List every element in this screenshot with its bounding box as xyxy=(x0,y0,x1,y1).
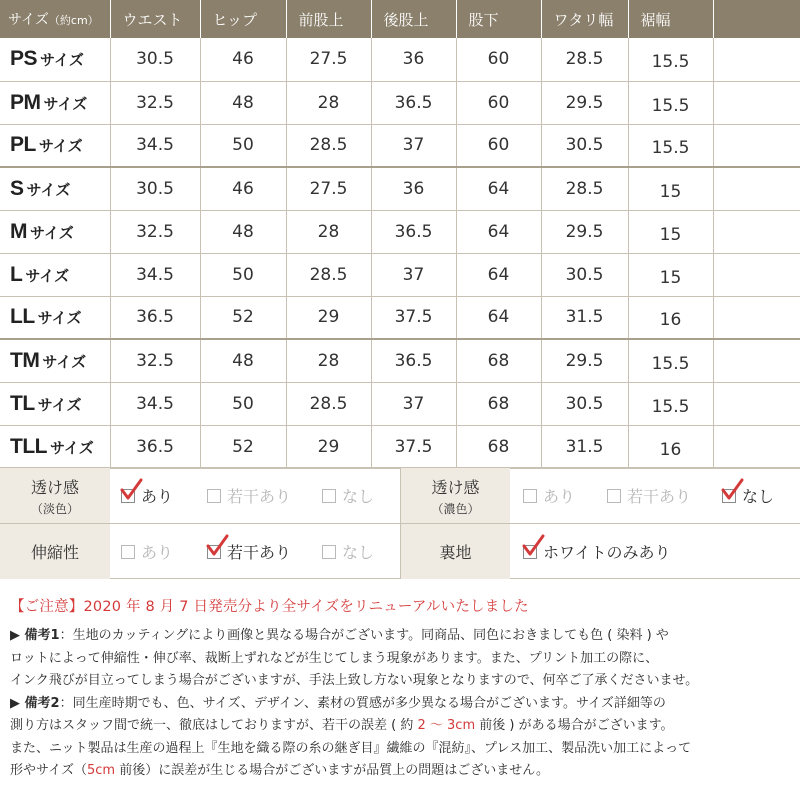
table-cell: 46 xyxy=(200,38,286,81)
remark2-label: ▶ 備考2 xyxy=(10,695,60,711)
table-cell: 15.5 xyxy=(628,339,713,382)
table-cell: 37 xyxy=(371,253,456,296)
remark1-line3: インク飛びが目立ってしまう場合がございますが、手法上致し方ない現象となりますので、何卒ご了承くださいませ。 xyxy=(10,673,699,688)
remark2-line2-a: 測り方はスタッフ間で統一、徹底はしておりますが、若干の誤差 ( 約 xyxy=(10,718,418,733)
table-cell: 37 xyxy=(371,124,456,167)
table-cell: 52 xyxy=(200,425,286,468)
table-cell: 15.5 xyxy=(628,38,713,81)
table-cell: 28.5 xyxy=(286,124,371,167)
header-hem-width: 裾幅 xyxy=(628,0,713,38)
table-cell: 36.5 xyxy=(371,210,456,253)
table-cell: 36 xyxy=(371,167,456,210)
size-code: PL xyxy=(10,133,36,157)
lining-option-white-only[interactable] xyxy=(523,524,671,579)
remark1-line1 xyxy=(10,625,795,648)
table-row xyxy=(0,81,800,124)
table-row xyxy=(0,382,800,425)
label-sheer-dark-text: 透け感 xyxy=(431,477,480,497)
table-cell: 32.5 xyxy=(110,339,200,382)
size-code: PM xyxy=(10,90,41,114)
table-cell: 60 xyxy=(456,81,541,124)
size-suffix: サイズ xyxy=(37,309,82,328)
sheer-dark-option-jakkan[interactable] xyxy=(607,468,691,523)
size-name-cell xyxy=(0,124,110,167)
size-name-cell xyxy=(0,81,110,124)
table-cell: 30.5 xyxy=(110,167,200,210)
option-label: なし xyxy=(342,543,375,562)
empty-cell xyxy=(713,382,800,425)
remark2-line3: また、ニット製品は生産の過程上『生地を織る際の糸の継ぎ目』繊維の『混紡』、プレス加工、製品洗い加工によって xyxy=(10,740,692,756)
empty-cell xyxy=(713,210,800,253)
table-cell: 32.5 xyxy=(110,81,200,124)
table-row xyxy=(0,296,800,339)
option-label: なし xyxy=(742,487,775,506)
size-name-cell xyxy=(0,382,110,425)
size-code: PS xyxy=(10,47,38,71)
table-cell: 34.5 xyxy=(110,124,200,167)
table-cell: 27.5 xyxy=(286,38,371,81)
table-row xyxy=(0,124,800,167)
remark1-text: ：生地のカッティングにより画像と異なる場合がございます。同商品、同色におきましても色 ( 染料 ) や xyxy=(59,628,669,643)
empty-cell xyxy=(713,296,800,339)
size-rows xyxy=(0,38,800,468)
header-thigh-width: ワタリ幅 xyxy=(541,0,628,38)
table-cell: 28 xyxy=(286,339,371,382)
size-suffix: サイズ xyxy=(38,137,83,156)
table-cell: 37.5 xyxy=(371,296,456,339)
size-code: TL xyxy=(10,391,35,415)
table-cell: 36.5 xyxy=(371,81,456,124)
table-cell: 64 xyxy=(456,296,541,339)
table-cell: 64 xyxy=(456,167,541,210)
size-suffix: サイズ xyxy=(26,180,71,199)
label-sheer-pale-sub: （淡色） xyxy=(30,501,79,516)
label-stretch xyxy=(0,524,110,579)
table-cell: 28.5 xyxy=(286,253,371,296)
table-cell: 15 xyxy=(628,253,713,296)
checkbox[interactable] xyxy=(207,489,221,503)
fabric-attributes-panel xyxy=(0,467,800,579)
notice-renewal: 【ご注意】2020 年 8 月 7 日発売分より全サイズをリニューアルいたしました xyxy=(10,599,529,615)
table-cell: 31.5 xyxy=(541,296,628,339)
option-label: あり xyxy=(141,487,174,506)
table-cell: 29.5 xyxy=(541,81,628,124)
size-code: TLL xyxy=(10,434,47,458)
table-cell: 30.5 xyxy=(110,38,200,81)
sheer-dark-option-nashi[interactable] xyxy=(722,468,774,523)
table-cell: 37 xyxy=(371,382,456,425)
size-code: S xyxy=(10,176,24,200)
size-name-cell xyxy=(0,425,110,468)
attr-row-stretch-lining xyxy=(0,524,800,579)
table-cell: 30.5 xyxy=(541,382,628,425)
table-cell: 68 xyxy=(456,382,541,425)
size-code: LL xyxy=(10,305,35,329)
sheer-dark-option-ari[interactable] xyxy=(523,468,575,523)
header-empty xyxy=(713,0,800,38)
table-cell: 36.5 xyxy=(110,425,200,468)
option-label: あり xyxy=(543,487,576,506)
label-sheer-pale-text: 透け感 xyxy=(30,477,79,497)
header-front-rise: 前股上 xyxy=(286,0,371,38)
empty-cell xyxy=(713,425,800,468)
label-sheer-dark-sub: （濃色） xyxy=(431,501,480,516)
sheer-pale-option-jakkan[interactable] xyxy=(207,468,291,523)
option-label: ホワイトのみあり xyxy=(543,543,671,562)
remark2-line4-red: 5cm xyxy=(86,763,116,778)
table-cell: 68 xyxy=(456,339,541,382)
table-row xyxy=(0,339,800,382)
checkbox[interactable] xyxy=(121,545,135,559)
table-cell: 60 xyxy=(456,38,541,81)
remark1-line2: ロットによって伸縮性・伸び率、裁断上ずれなどが生じてしまう現象があります。また、プリント加工の際に、 xyxy=(10,650,659,666)
empty-cell xyxy=(713,81,800,124)
check-mark-icon xyxy=(522,535,544,557)
remark2-line4-b: 前後）に誤差が生じる場合がございますが品質上の問題はございません。 xyxy=(115,763,549,778)
table-cell: 31.5 xyxy=(541,425,628,468)
table-cell: 15 xyxy=(628,210,713,253)
table-cell: 34.5 xyxy=(110,253,200,296)
header-size: サイズ（約cm） xyxy=(0,0,110,38)
table-cell: 29.5 xyxy=(541,210,628,253)
option-label: 若干あり xyxy=(227,543,292,562)
empty-cell xyxy=(713,38,800,81)
table-cell: 48 xyxy=(200,210,286,253)
sheer-pale-option-ari[interactable] xyxy=(121,468,173,523)
table-cell: 28 xyxy=(286,81,371,124)
table-cell: 27.5 xyxy=(286,167,371,210)
table-cell: 30.5 xyxy=(541,253,628,296)
header-inseam: 股下 xyxy=(456,0,541,38)
remark2-text: ：同生産時期でも、色、サイズ、デザイン、素材の質感が多少異なる場合がございます。サイズ詳細等の xyxy=(59,695,666,711)
sheer-pale-option-nashi[interactable] xyxy=(322,468,374,523)
table-cell: 36.5 xyxy=(110,296,200,339)
option-label: なし xyxy=(342,487,375,506)
table-cell: 30.5 xyxy=(541,124,628,167)
label-lining xyxy=(400,524,510,579)
table-cell: 50 xyxy=(200,382,286,425)
table-cell: 16 xyxy=(628,296,713,339)
table-cell: 60 xyxy=(456,124,541,167)
size-name-cell xyxy=(0,167,110,210)
size-suffix: サイズ xyxy=(25,266,70,285)
table-cell: 36 xyxy=(371,38,456,81)
size-name-cell xyxy=(0,296,110,339)
table-cell: 32.5 xyxy=(110,210,200,253)
table-row xyxy=(0,425,800,468)
remark2-line2-red: 2 〜 3cm xyxy=(417,718,476,733)
table-header-row xyxy=(0,0,800,38)
table-row xyxy=(0,38,800,81)
table-cell: 28 xyxy=(286,210,371,253)
size-name-cell xyxy=(0,339,110,382)
size-suffix: サイズ xyxy=(37,395,82,414)
check-mark-icon xyxy=(721,479,743,501)
header-hip: ヒップ xyxy=(200,0,286,38)
empty-cell xyxy=(713,339,800,382)
table-row xyxy=(0,210,800,253)
remark2-line4-a: 形やサイズ（ xyxy=(10,763,87,778)
empty-cell xyxy=(713,167,800,210)
label-lining-text: 裏地 xyxy=(439,543,472,562)
checkbox[interactable] xyxy=(523,545,537,559)
table-cell: 52 xyxy=(200,296,286,339)
table-cell: 37.5 xyxy=(371,425,456,468)
table-cell: 15.5 xyxy=(628,124,713,167)
attr-row-sheerness xyxy=(0,468,800,524)
table-cell: 15.5 xyxy=(628,382,713,425)
table-cell: 68 xyxy=(456,425,541,468)
header-waist: ウエスト xyxy=(110,0,200,38)
label-sheer-pale xyxy=(0,468,110,523)
table-row xyxy=(0,253,800,296)
option-label: あり xyxy=(141,543,174,562)
table-cell: 15 xyxy=(628,167,713,210)
option-label: 若干あり xyxy=(227,487,292,506)
empty-cell xyxy=(713,253,800,296)
option-label: 若干あり xyxy=(627,487,692,506)
remark2-line2 xyxy=(10,715,795,738)
table-cell: 64 xyxy=(456,210,541,253)
size-code: M xyxy=(10,219,27,243)
size-code: L xyxy=(10,262,23,286)
remark1-label: ▶ 備考1 xyxy=(10,628,60,643)
stretch-option-jakkan[interactable] xyxy=(207,524,291,579)
check-mark-icon xyxy=(120,479,142,501)
checkbox[interactable] xyxy=(607,489,621,503)
label-stretch-text: 伸縮性 xyxy=(30,543,79,562)
checkbox[interactable] xyxy=(722,489,736,503)
table-cell: 29 xyxy=(286,296,371,339)
stretch-option-nashi[interactable] xyxy=(322,524,374,579)
stretch-option-ari[interactable] xyxy=(121,524,173,579)
table-cell: 29.5 xyxy=(541,339,628,382)
remark2-line1 xyxy=(10,693,795,716)
checkbox[interactable] xyxy=(322,545,336,559)
table-cell: 64 xyxy=(456,253,541,296)
table-cell: 36.5 xyxy=(371,339,456,382)
table-cell: 16 xyxy=(628,425,713,468)
table-cell: 48 xyxy=(200,339,286,382)
size-suffix: サイズ xyxy=(40,51,84,70)
size-name-cell xyxy=(0,38,110,81)
size-code: TM xyxy=(10,348,40,372)
checkbox[interactable] xyxy=(121,489,135,503)
size-name-cell xyxy=(0,210,110,253)
table-cell: 28.5 xyxy=(541,167,628,210)
table-cell: 50 xyxy=(200,124,286,167)
table-cell: 28.5 xyxy=(541,38,628,81)
size-suffix: サイズ xyxy=(43,94,88,113)
table-cell: 28.5 xyxy=(286,382,371,425)
empty-cell xyxy=(713,124,800,167)
table-cell: 15.5 xyxy=(628,81,713,124)
table-cell: 46 xyxy=(200,167,286,210)
size-suffix: サイズ xyxy=(49,438,94,457)
label-sheer-dark xyxy=(400,468,510,523)
size-name-cell xyxy=(0,253,110,296)
checkbox[interactable] xyxy=(207,545,221,559)
remark2-line2-b: 前後 ) がある場合がございます。 xyxy=(475,718,674,733)
header-back-rise: 後股上 xyxy=(371,0,456,38)
table-cell: 50 xyxy=(200,253,286,296)
check-mark-icon xyxy=(206,535,228,557)
size-suffix: サイズ xyxy=(42,352,87,371)
checkbox[interactable] xyxy=(322,489,336,503)
table-cell: 29 xyxy=(286,425,371,468)
table-cell: 34.5 xyxy=(110,382,200,425)
table-cell: 48 xyxy=(200,81,286,124)
checkbox[interactable] xyxy=(523,489,537,503)
remarks xyxy=(10,625,795,783)
size-suffix: サイズ xyxy=(30,223,74,242)
table-row xyxy=(0,167,800,210)
remark2-line4 xyxy=(10,760,795,783)
